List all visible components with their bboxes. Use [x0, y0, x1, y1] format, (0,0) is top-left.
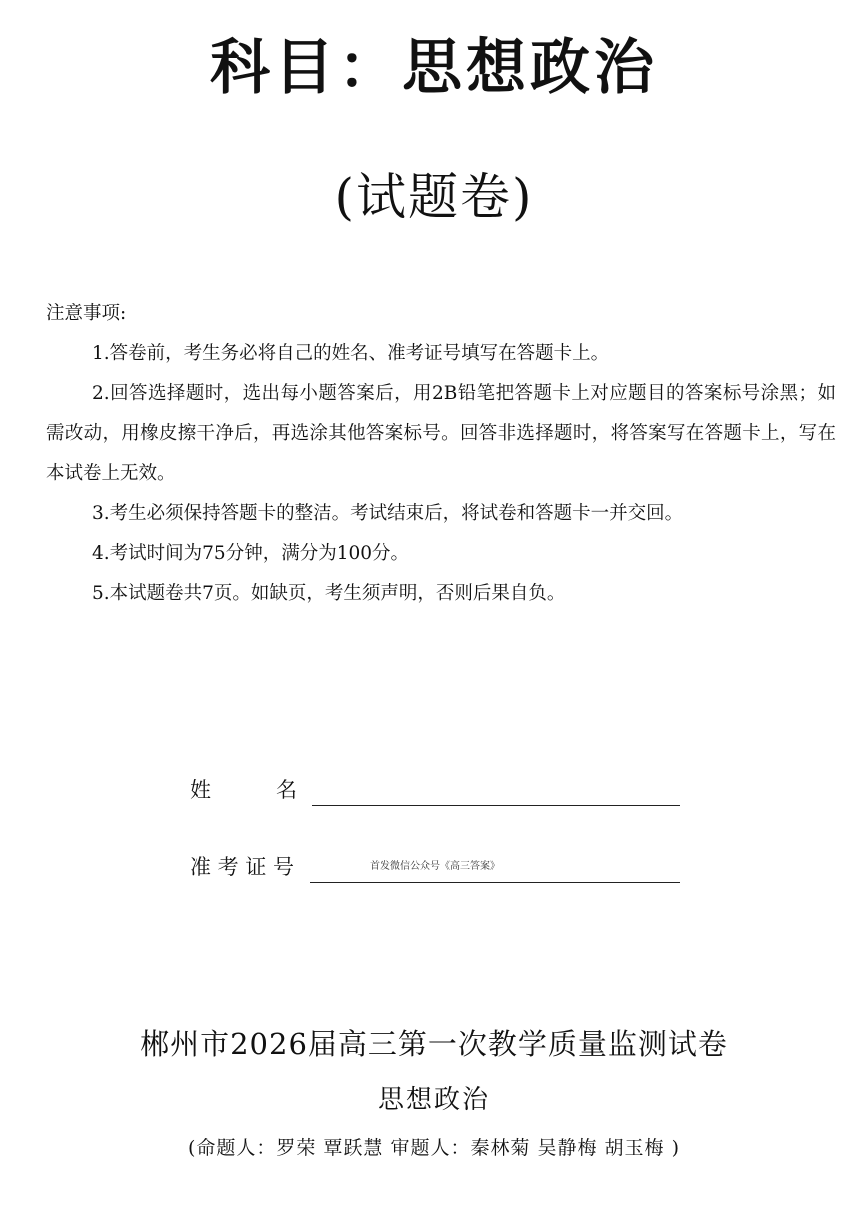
- notice-item-1: 1.答卷前，考生务必将自己的姓名、准考证号填写在答题卡上。: [92, 343, 610, 364]
- notice-item-5: 5.本试题卷共7页。如缺页，考生须声明，否则后果自负。: [92, 583, 566, 604]
- watermark-text: 首发微信公众号《高三答案》: [370, 861, 500, 872]
- exam-id-field-line[interactable]: [310, 882, 680, 883]
- name-field-line[interactable]: [312, 805, 680, 806]
- notice-item-4: 4.考试时间为75分钟，满分为100分。: [92, 543, 410, 564]
- name-label-char-1: 姓: [190, 778, 211, 802]
- notice-section: [46, 294, 836, 614]
- authors-line: (命题人：罗荣 覃跃慧 审题人：秦林菊 吴静梅 胡玉梅 ): [187, 1137, 681, 1159]
- notice-item-3: 3.考生必须保持答题卡的整洁。考试结束后，将试卷和答题卡一并交回。: [92, 503, 684, 524]
- exam-name: 郴州市2026届高三第一次教学质量监测试卷: [140, 1027, 728, 1061]
- name-label-char-2: 名: [276, 778, 297, 802]
- exam-id-label: 准 考 证 号: [190, 855, 295, 879]
- notice-item-2: 2.回答选择题时，选出每小题答案后，用2B铅笔把答题卡上对应题目的答案标号涂黑；如需改动，用橡皮擦干净后，再选涂其他答案标号。回答非选择题时，将答案写在答题卡上，写在本试卷上无效。: [46, 383, 836, 484]
- subject-title: 科目：思想政治: [210, 33, 658, 103]
- exam-subject: 思想政治: [377, 1085, 490, 1115]
- notice-heading: 注意事项:: [46, 303, 127, 324]
- paper-type-label: (试题卷): [334, 168, 534, 226]
